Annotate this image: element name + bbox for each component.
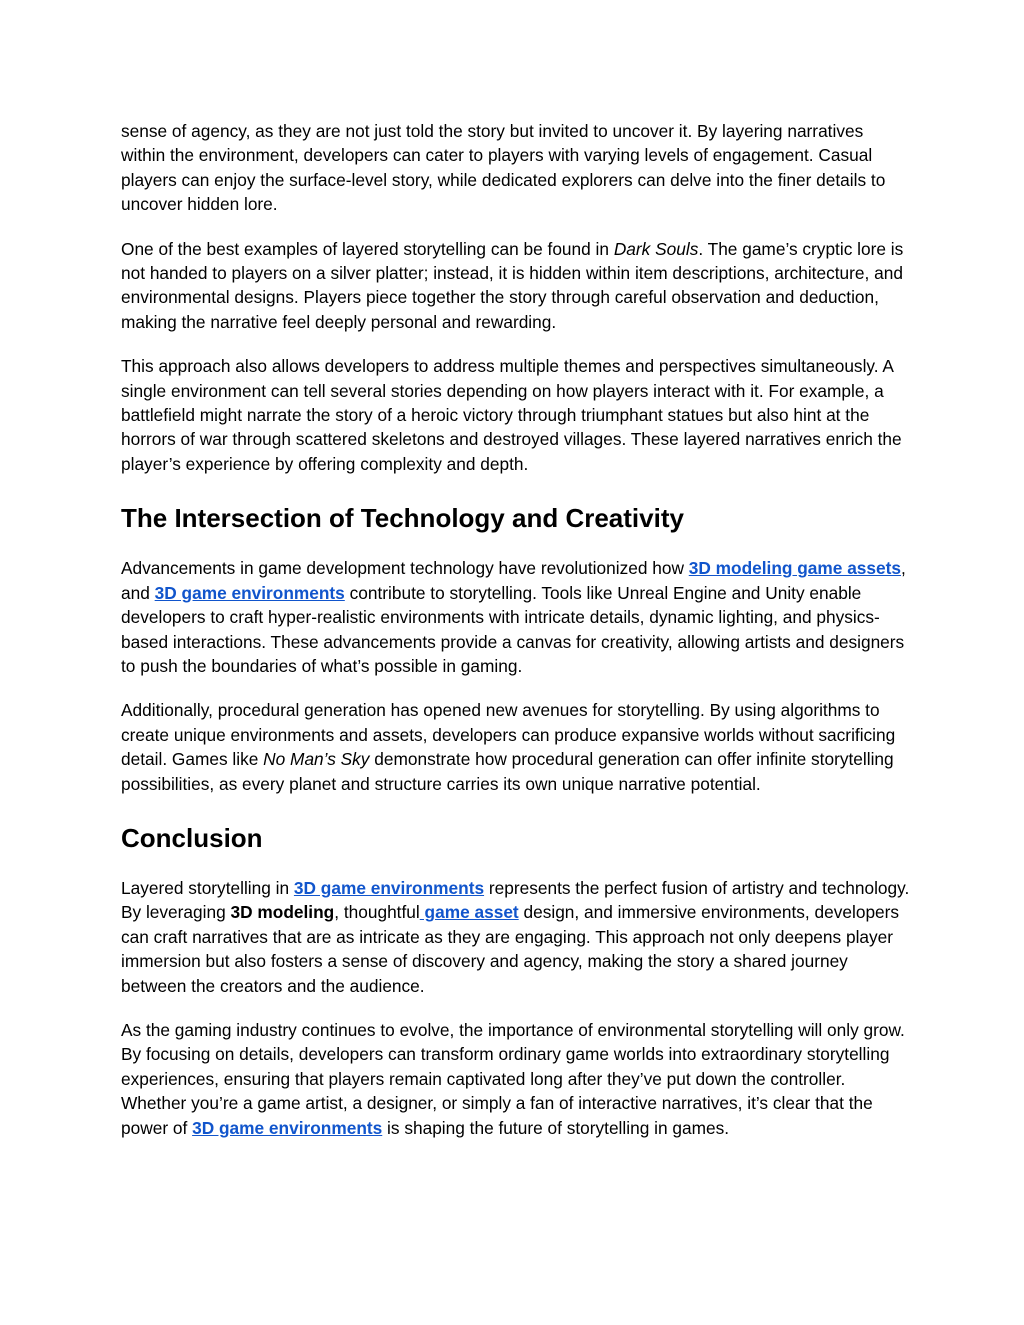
paragraph-advancements xyxy=(121,556,911,678)
paragraph-agency xyxy=(121,119,911,217)
heading-technology-creativity: The Intersection of Technology and Creativity xyxy=(121,503,684,534)
link-3d-game-environments[interactable]: 3D game environments xyxy=(192,1117,383,1138)
paragraph-text: design, and immersive environments, developers can craft narratives that are as intricate as they are engaging. This approach not only deepens player immersion but also fosters a sense of discovery and agency, making the story a shared journey between the creators and the audience. xyxy=(121,902,900,996)
link-3d-game-environments[interactable]: 3D game environments xyxy=(154,582,345,603)
paragraph-text: Layered storytelling in xyxy=(121,877,294,898)
paragraph-dark-souls xyxy=(121,237,911,335)
paragraph-text: As the gaming industry continues to evolve, the importance of environmental storytelling will only grow. By focusing on details, developers can transform ordinary game worlds into extraordinary storytelling experiences, ensuring that players remain captivated long after they’ve put down the controller. Whether you’re a game artist, a designer, or simply a fan of interactive narratives, it’s clear that the power of xyxy=(121,1019,905,1138)
paragraph-text: contribute to storytelling. Tools like Unreal Engine and Unity enable developers to craft hyper-realistic environments with intricate details, dynamic lighting, and physics-based interactions. These advancements provide a canvas for creativity, allowing artists and designers to push the boundaries of what’s possible in gaming. xyxy=(121,582,905,676)
link-3d-modeling-game-assets[interactable]: 3D modeling game assets xyxy=(688,558,902,579)
paragraph-procedural-generation xyxy=(121,698,911,796)
link-3d-game-environments[interactable]: 3D game environments xyxy=(293,877,485,898)
paragraph-text: Advancements in game development technology have revolutionized how xyxy=(121,558,689,579)
game-title-dark-souls: Dark Souls xyxy=(613,238,699,259)
paragraph-text: One of the best examples of layered storytelling can be found in xyxy=(121,238,614,259)
paragraph-text: sense of agency, as they are not just told the story but invited to uncover it. By layering narratives within the environment, developers can cater to players with varying levels of engagement. Casual players can enjoy the surface-level story, while dedicated explorers can delve into the finer details to uncover hidden lore. xyxy=(121,121,886,215)
paragraph-text: , thoughtful xyxy=(334,902,420,923)
paragraph-text: Additionally, procedural generation has opened new avenues for storytelling. By using algorithms to create unique environments and assets, developers can produce expansive worlds without sacrificing detail. Games like xyxy=(121,700,896,770)
paragraph-text: , and xyxy=(121,558,906,603)
paragraph-text: is shaping the future of storytelling in games. xyxy=(382,1117,730,1138)
game-title-no-mans-sky: No Man’s Sky xyxy=(263,749,370,770)
heading-conclusion: Conclusion xyxy=(121,822,263,853)
paragraph-text: . The game’s cryptic lore is not handed to players on a silver platter; instead, it is hidden within item descriptions, architecture, and environmental designs. Players piece together the story through careful observation and deduction, making the narrative feel deeply personal and rewarding. xyxy=(121,238,904,332)
paragraph-text: This approach also allows developers to address multiple themes and perspectives simultaneously. A single environment can tell several stories depending on how players interact with it. For example, a battlefield might narrate the story of a heroic victory through triumphant statues but also hint at the horrors of war through scattered skeletons and destroyed villages. These layered narratives enrich the player’s experience by offering complexity and depth. xyxy=(121,356,902,474)
paragraph-text: represents the perfect fusion of artistry and technology. By leveraging xyxy=(121,877,910,923)
paragraph-text: demonstrate how procedural generation can offer infinite storytelling possibilities, as every planet and structure carries its own unique narrative potential. xyxy=(121,749,894,794)
paragraph-multiple-themes xyxy=(121,354,911,476)
link-game-asset[interactable]: game asset xyxy=(419,902,519,923)
bold-3d-modeling: 3D modeling xyxy=(230,902,335,923)
document-page xyxy=(121,119,911,1160)
paragraph-future xyxy=(121,1018,911,1140)
paragraph-conclusion xyxy=(121,876,911,998)
